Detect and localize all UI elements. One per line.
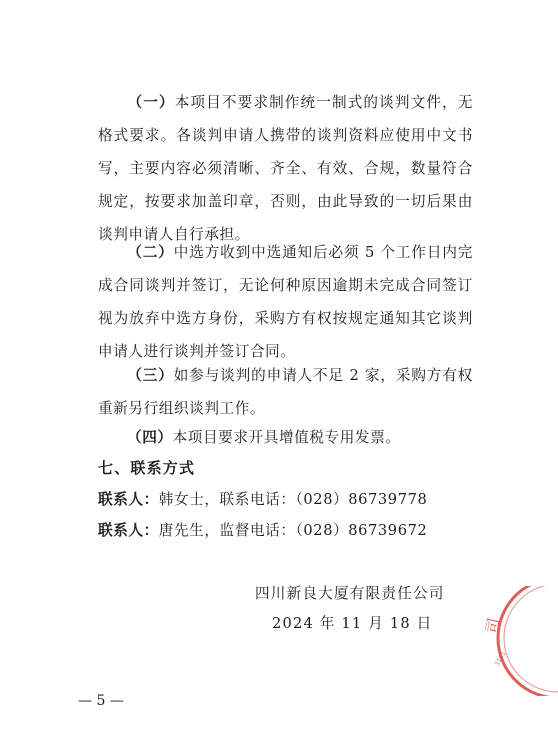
contact-line-1 bbox=[98, 483, 427, 516]
svg-text:司: 司 bbox=[482, 616, 504, 635]
clause-2-text: 中选方收到中选通知后必须 5 个工作日内完成合同谈判并签订，无论何种原因逾期未完成合同签订视为放弃中选方身份，采购方有权按规定通知其它谈判申请人进行谈判并签订合同。 bbox=[98, 244, 473, 360]
clause-2-marker: （二） bbox=[127, 244, 174, 261]
seal-icon bbox=[478, 586, 558, 696]
contact-1-label: 联系人： bbox=[98, 491, 159, 508]
page-number: — 5 — bbox=[78, 693, 124, 709]
clause-3 bbox=[98, 359, 473, 425]
clause-2 bbox=[98, 236, 473, 368]
clause-1 bbox=[98, 86, 473, 251]
svg-text:1111: 1111 bbox=[493, 650, 508, 667]
clause-4 bbox=[98, 421, 473, 454]
clause-4-marker: （四） bbox=[127, 429, 173, 446]
section-heading: 七、联系方式 bbox=[98, 459, 196, 477]
signature-company: 四川新良大厦有限责任公司 bbox=[255, 585, 445, 602]
contact-line-2 bbox=[98, 514, 427, 547]
clause-1-marker: （一） bbox=[127, 94, 175, 111]
contact-2-label: 联系人： bbox=[98, 522, 159, 539]
clause-1-text: 本项目不要求制作统一制式的谈判文件，无格式要求。各谈判申请人携带的谈判资料应使用中文书写，主要内容必须清晰、齐全、有效、合规，数量符合规定，按要求加盖印章，否则，由此导致的一切后果由谈判申请人自行承担。 bbox=[98, 94, 473, 243]
clause-3-text: 如参与谈判的申请人不足 2 家，采购方有权重新另行组织谈判工作。 bbox=[98, 367, 473, 417]
signature-date: 2024 年 11 月 18 日 bbox=[272, 615, 433, 632]
contact-2-text: 唐先生，监督电话：（028）86739672 bbox=[158, 522, 428, 539]
clause-3-marker: （三） bbox=[127, 367, 174, 384]
company-seal bbox=[478, 586, 558, 696]
clause-4-text: 本项目要求开具增值税专用发票。 bbox=[172, 429, 401, 446]
contact-1-text: 韩女士，联系电话：（028）86739778 bbox=[158, 491, 428, 508]
